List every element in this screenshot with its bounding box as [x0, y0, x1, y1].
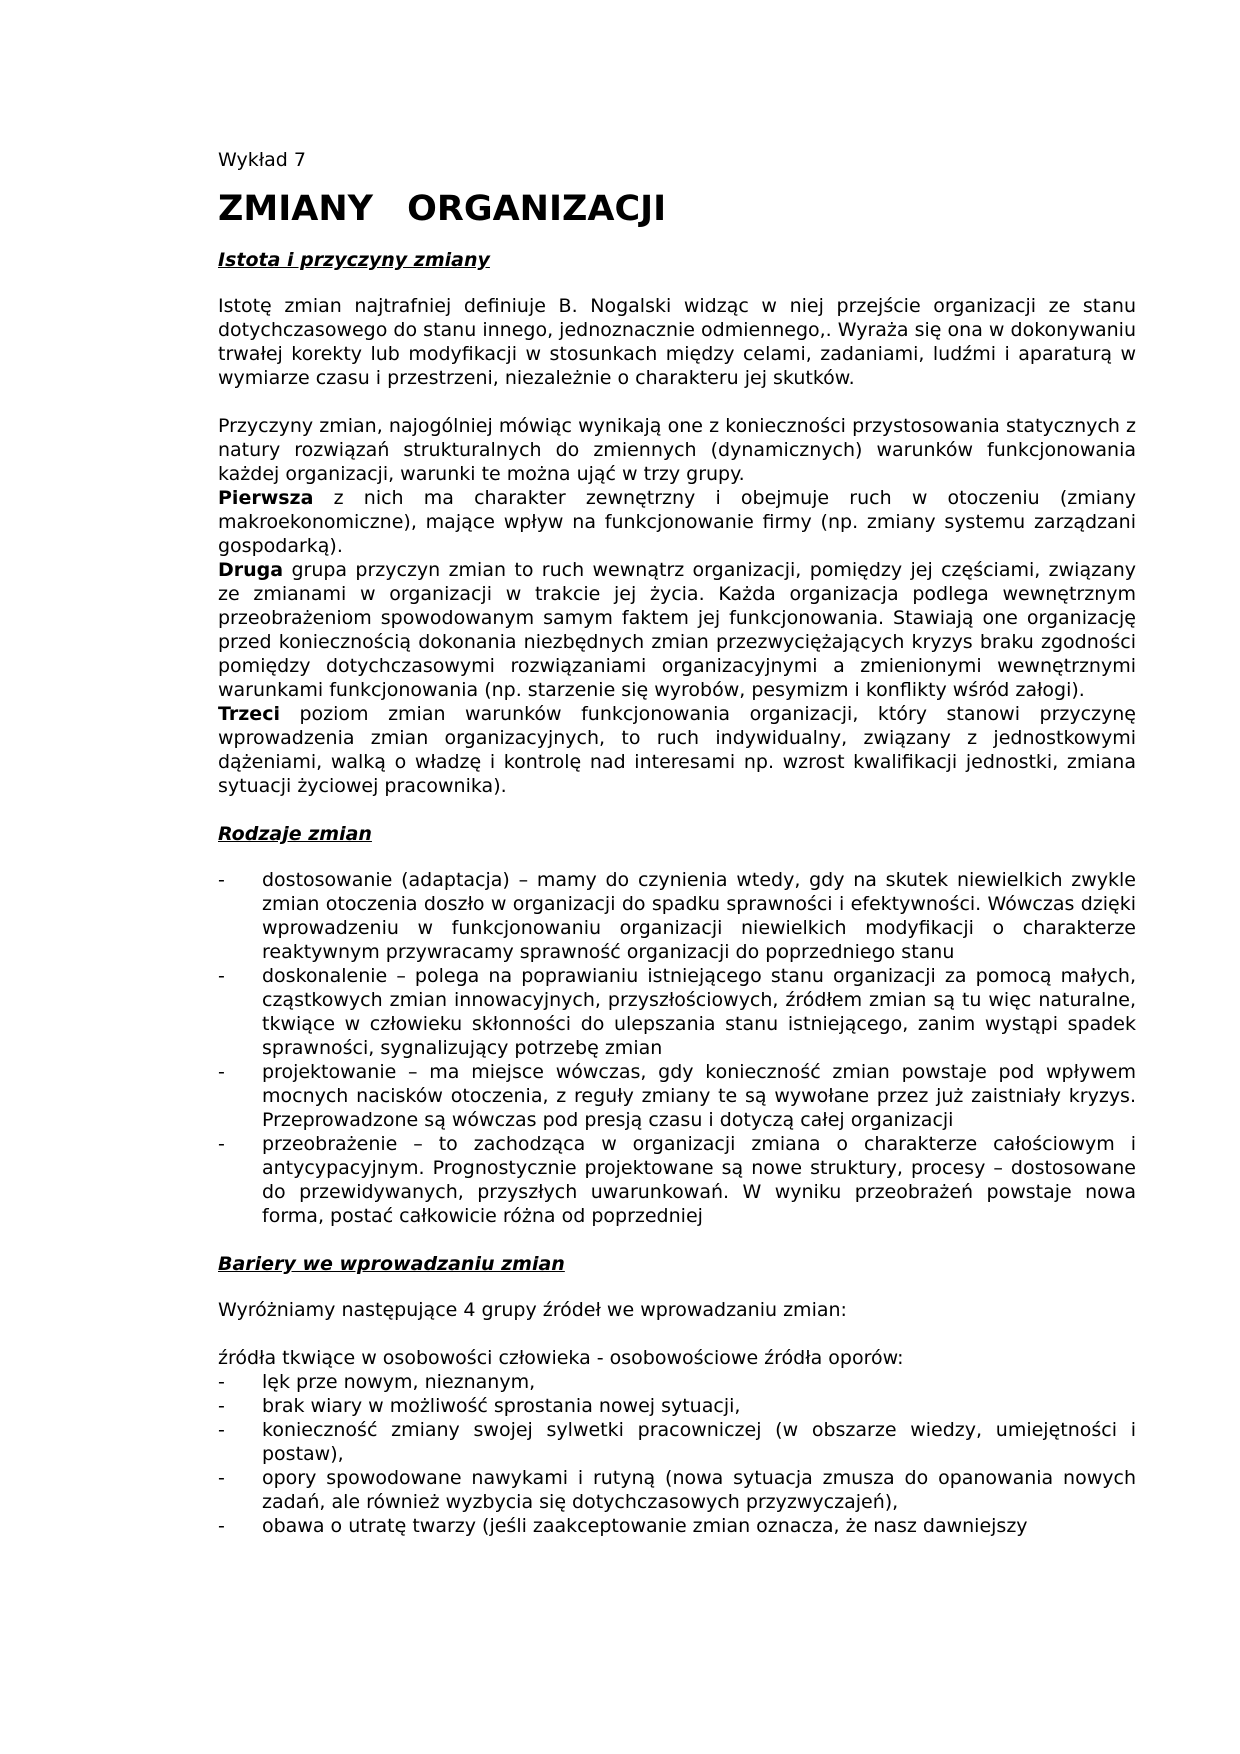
list-item [218, 1418, 1136, 1466]
paragraph-causes: Przyczyny zmian, najogólniej mówiąc wynikają one z konieczności przystosowania statycznych z natury rozwiązań strukturalnych do zmiennych (dynamicznych) warunków funkcjonowania każdej organizacji, warunki te można ująć w trzy grupy. [218, 415, 1136, 485]
paragraph-third-cause [218, 702, 1136, 798]
first-cause-text: z nich ma charakter zewnętrzny i obejmuje ruch w otoczeniu (zmiany makroekonomiczne), mające wpływ na funkcjonowanie firmy (np. zmiany systemu zarządzani gospodarką). [218, 487, 1136, 557]
section-heading-bariery: Bariery we wprowadzaniu zmian [218, 1253, 565, 1275]
dash-bullet: - [218, 965, 225, 987]
list-item-text: doskonalenie – polega na poprawianiu istniejącego stanu organizacji za pomocą małych, cząstkowych zmian innowacyjnych, przyszłościowych, źródłem zmian są tu więc naturalne, tkwiące w człowieku skłonności do ulepszania stanu istniejącego, zanim wystąpi spadek sprawności, sygnalizujący potrzebę zmian [262, 965, 1136, 1059]
list-item-text: obawa o utratę twarzy (jeśli zaakceptowanie zmian oznacza, że nasz dawniejszy [262, 1515, 1028, 1537]
list-item-text: projektowanie – ma miejsce wówczas, gdy konieczność zmian powstaje pod wpływem mocnych nacisków otoczenia, z reguły zmiany te są wywołane przez już zaistniały kryzys. Przeprowadzone są wówczas pod presją czasu i dotyczą całej organizacji [262, 1061, 1136, 1131]
list-item-text: dostosowanie (adaptacja) – mamy do czynienia wtedy, gdy na skutek niewielkich zwykle zmian otoczenia doszło w organizacji do spadku sprawności i efektywności. Wówczas dzięki wprowadzeniu w funkcjonowaniu organizacji niewielkich modyfikacji o charakterze reaktywnym przywracamy sprawność organizacji do poprzedniego stanu [262, 869, 1136, 963]
document-body [218, 148, 1136, 1562]
dash-bullet: - [218, 1467, 225, 1489]
dash-bullet: - [218, 1133, 225, 1155]
paragraph-definition: Istotę zmian najtrafniej definiuje B. Nogalski widząc w niej przejście organizacji ze stanu dotychczasowego do stanu innego, jednoznacznie odmiennego,. Wyraża się ona w dokonywaniu trwałej korekty lub modyfikacji w stosunkach między celami, zadaniami, ludźmi i aparaturą w wymiarze czasu i przestrzeni, niezależnie o charakteru jej skutków. [218, 295, 1136, 389]
list-item-text: brak wiary w możliwość sprostania nowej sytuacji, [262, 1395, 741, 1417]
dash-bullet: - [218, 1395, 225, 1417]
paragraph-barriers-intro: Wyróżniamy następujące 4 grupy źródeł we wprowadzaniu zmian: [218, 1299, 847, 1321]
list-item-text: konieczność zmiany swojej sylwetki pracowniczej (w obszarze wiedzy, umiejętności i postaw), [262, 1419, 1136, 1465]
page-title: ZMIANY ORGANIZACJI [218, 189, 667, 229]
paragraph-second-cause [218, 558, 1136, 702]
list-item-text: lęk prze nowym, nieznanym, [262, 1371, 536, 1393]
third-cause-text: poziom zmian warunków funkcjonowania organizacji, który stanowi przyczynę wprowadzenia zmian organizacyjnych, to ruch indywidualny, związany z jednostkowymi dążeniami, walką o władzę i kontrolę nad interesami np. wzrost kwalifikacji jednostki, zmiana sytuacji życiowej pracownika). [218, 703, 1136, 797]
list-item [218, 1370, 1136, 1394]
dash-bullet: - [218, 1419, 225, 1441]
list-item [218, 1394, 1136, 1418]
personality-sources-list [218, 1370, 1136, 1538]
bold-term-third: Trzeci [218, 703, 280, 725]
change-types-list [218, 868, 1136, 1228]
lecture-label: Wykład 7 [218, 149, 306, 171]
dash-bullet: - [218, 1061, 225, 1083]
paragraph-first-cause [218, 486, 1136, 558]
list-item [218, 1132, 1136, 1228]
list-item-text: przeobrażenie – to zachodząca w organizacji zmiana o charakterze całościowym i antycypacyjnym. Prognostycznie projektowane są nowe struktury, procesy – dostosowane do przewidywanych, przyszłych uwarunkowań. W wyniku przeobrażeń powstaje nowa forma, postać całkowicie różna od poprzedniej [262, 1133, 1136, 1227]
second-cause-text: grupa przyczyn zmian to ruch wewnątrz organizacji, pomiędzy jej częściami, związany ze zmianami w organizacji w trakcie jej życia. Każda organizacja podlega wewnętrznym przeobrażeniom spowodowanym samym faktem jej funkcjonowania. Stawiają one organizację przed koniecznością dokonania niezbędnych zmian przezwyciężających kryzys braku zgodności pomiędzy dotychczasowymi rozwiązaniami organizacyjnymi a zmienionymi wewnętrznymi warunkami funkcjonowania (np. starzenie się wyrobów, pesymizm i konflikty wśród załogi). [218, 559, 1136, 701]
list-item [218, 1466, 1136, 1514]
list-item [218, 868, 1136, 964]
dash-bullet: - [218, 1371, 225, 1393]
section-heading-istota: Istota i przyczyny zmiany [218, 249, 490, 271]
dash-bullet: - [218, 1515, 225, 1537]
list-item [218, 964, 1136, 1060]
bold-term-first: Pierwsza [218, 487, 314, 509]
list-item-text: opory spowodowane nawykami i rutyną (nowa sytuacja zmusza do opanowania nowych zadań, ale również wyzbycia się dotychczasowych przyzwyczajeń), [262, 1467, 1136, 1513]
dash-bullet: - [218, 869, 225, 891]
list-item [218, 1514, 1136, 1538]
list-item [218, 1060, 1136, 1132]
section-heading-rodzaje: Rodzaje zmian [218, 823, 372, 845]
bold-term-second: Druga [218, 559, 284, 581]
paragraph-personality-sources: źródła tkwiące w osobowości człowieka - osobowościowe źródła oporów: [218, 1347, 904, 1369]
